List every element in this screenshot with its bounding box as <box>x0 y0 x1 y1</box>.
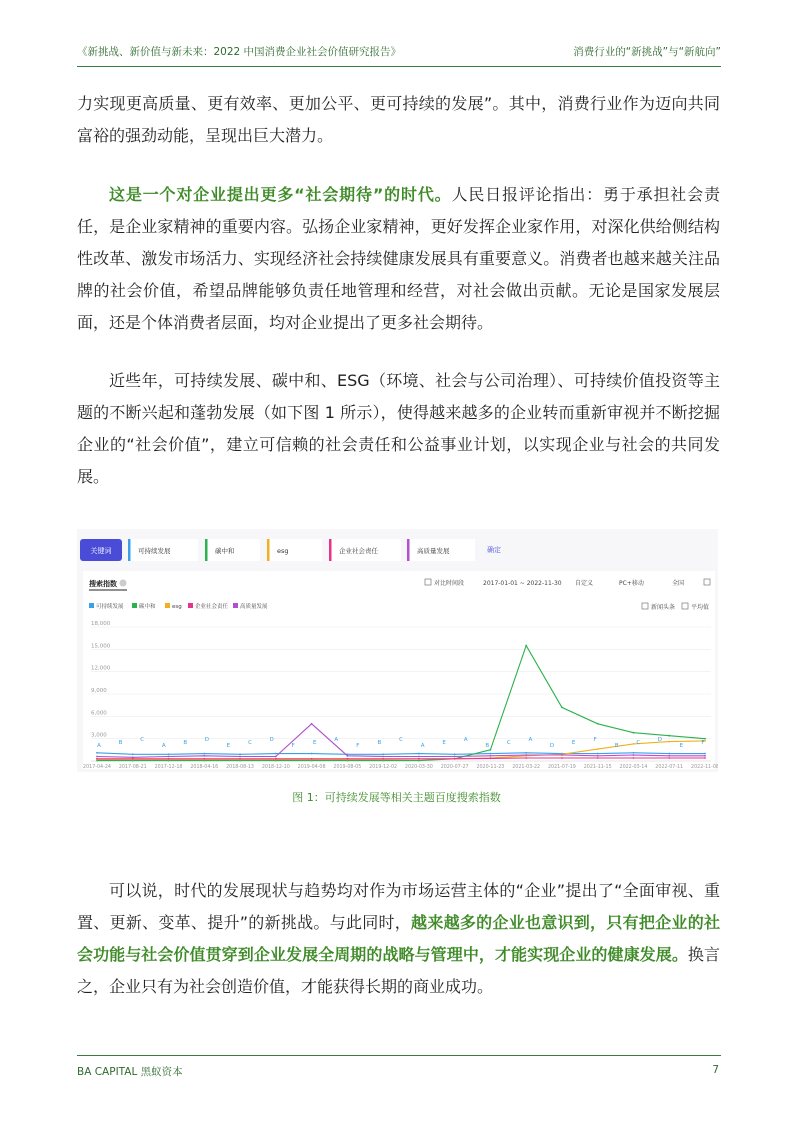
series-3-point-4 <box>239 758 241 760</box>
x-tick-label-13: 2021-07-19 <box>547 765 576 770</box>
y-tick-label-4: 15,000 <box>91 643 111 650</box>
series-3-point-2 <box>168 758 170 760</box>
confirm-button[interactable]: 确定 <box>487 546 501 554</box>
event-marker-23[interactable]: F <box>593 737 597 743</box>
series-0-point-3 <box>203 753 205 755</box>
keyword-chip-label-3: 企业社会责任 <box>339 547 378 555</box>
series-4-point-2 <box>168 756 170 758</box>
header-section-title: 消费行业的“新挑战”与“新航向” <box>573 46 721 58</box>
series-4-point-4 <box>239 756 241 758</box>
series-0-point-17 <box>704 753 706 755</box>
series-4-point-16 <box>668 755 670 757</box>
series-1-point-15 <box>633 732 635 734</box>
series-3-point-13 <box>561 757 563 759</box>
keyword-chip-2[interactable] <box>267 539 322 561</box>
paragraph-4-text-start: 可以说，时代的发展现状与趋势均对作为市场运营主体的“企业”提出了“全面审视、重置、更新、变革、提升”的新挑战。与此同时， <box>77 881 720 932</box>
series-0-point-6 <box>311 753 313 755</box>
event-marker-14[interactable]: C <box>399 737 403 743</box>
legend-label-1: 碳中和 <box>139 604 156 610</box>
legend-label-4: 高质量发展 <box>240 604 268 610</box>
x-tick-label-5: 2018-12-10 <box>261 765 290 770</box>
x-tick-label-4: 2018-08-13 <box>226 765 255 770</box>
keyword-chip-marker-3 <box>329 539 332 561</box>
series-0-point-10 <box>454 753 456 755</box>
paragraph-1-text: 力实现更高质量、更有效率、更加公平、更可持续的发展”。其中，消费行业作为迈向共同富裕的强劲动能，呈现出巨大潜力。 <box>77 94 720 145</box>
page-number: 7 <box>712 1064 719 1076</box>
event-marker-2[interactable]: C <box>140 737 145 743</box>
event-marker-24[interactable]: B <box>614 743 619 749</box>
event-marker-8[interactable]: D <box>269 737 274 743</box>
series-3-point-14 <box>597 757 599 759</box>
series-4-point-17 <box>704 755 706 757</box>
series-1-point-12 <box>525 645 527 647</box>
event-marker-17[interactable]: A <box>463 737 468 743</box>
x-tick-label-11: 2020-11-23 <box>476 765 505 770</box>
x-tick-label-10: 2020-07-27 <box>440 765 469 770</box>
series-4-point-13 <box>561 754 563 756</box>
legend-label-0: 可持续发展 <box>96 604 124 610</box>
series-4-point-10 <box>454 756 456 758</box>
event-marker-16[interactable]: E <box>442 740 446 746</box>
keyword-button-label: 关键词 <box>90 547 112 555</box>
x-tick-label-3: 2018-04-16 <box>190 765 219 770</box>
event-marker-28[interactable]: F <box>701 740 705 746</box>
paragraph-1 <box>77 88 720 152</box>
keyword-chip-marker-2 <box>267 539 270 561</box>
avg-label: 平均值 <box>691 604 710 611</box>
device-dropdown[interactable]: PC+移动 <box>619 580 644 587</box>
series-2-point-14 <box>597 748 599 750</box>
paragraph-4-text-end: 换言之，企业只有为社会创造价值，才能获得长期的商业成功。 <box>77 945 720 996</box>
x-tick-label-9: 2020-03-30 <box>404 765 433 770</box>
x-tick-label-14: 2021-11-15 <box>583 765 612 770</box>
x-tick-label-7: 2019-08-05 <box>333 765 362 770</box>
series-3-point-11 <box>490 757 492 759</box>
y-tick-label-0: 3,000 <box>91 732 107 739</box>
y-tick-label-5: 18,000 <box>91 621 111 627</box>
paragraph-3 <box>77 365 720 493</box>
series-0-point-2 <box>168 753 170 755</box>
series-4-point-6 <box>311 723 313 725</box>
x-tick-label-12: 2021-03-22 <box>512 765 541 770</box>
series-1-point-16 <box>668 735 670 737</box>
legend-swatch-1 <box>132 603 137 608</box>
series-0-point-9 <box>418 753 420 755</box>
keyword-chip-marker-1 <box>205 539 208 561</box>
custom-dropdown[interactable]: 自定义 <box>575 580 594 587</box>
legend-swatch-4 <box>233 603 238 608</box>
series-4-point-0 <box>96 756 98 758</box>
paragraph-2-highlight: 这是一个对企业提出更多“社会期待”的时代。 <box>109 185 452 204</box>
panel-title: 搜索指数 <box>89 580 117 588</box>
event-marker-22[interactable]: E <box>571 740 576 746</box>
series-4-point-7 <box>346 755 348 757</box>
keyword-chip-label-0: 可持续发展 <box>138 547 171 555</box>
event-marker-18[interactable]: B <box>485 743 490 749</box>
series-3-point-0 <box>96 758 98 760</box>
series-1-point-14 <box>597 723 599 725</box>
series-0-point-11 <box>490 753 492 755</box>
series-3-point-12 <box>525 757 527 759</box>
x-tick-label-2: 2017-12-18 <box>154 765 183 770</box>
search-index-chart <box>77 529 718 772</box>
series-3-point-15 <box>633 757 635 759</box>
series-4-point-5 <box>275 756 277 758</box>
y-tick-label-1: 6,000 <box>91 710 107 717</box>
x-tick-label-6: 2019-04-08 <box>297 765 326 770</box>
series-4-point-9 <box>418 756 420 758</box>
series-0-point-5 <box>275 753 277 755</box>
x-tick-label-15: 2022-03-14 <box>619 765 648 770</box>
series-4-point-15 <box>633 754 635 756</box>
series-4-point-14 <box>597 755 599 757</box>
event-marker-5[interactable]: D <box>204 737 209 743</box>
series-0-point-1 <box>132 753 134 755</box>
paragraph-3-text: 近些年，可持续发展、碳中和、ESG（环境、社会与公司治理）、可持续价值投资等主题的不断兴起和蓬勃发展（如下图 1 所示），使得越来越多的企业转而重新审视并不断挖掘企业的“社会价值”，建立可信赖的社会责任和公益事业计划，以实现企业与社会的共同发展。 <box>77 371 720 486</box>
event-marker-13[interactable]: B <box>377 740 382 746</box>
keyword-chip-label-1: 碳中和 <box>215 547 235 555</box>
keyword-chip-marker-0 <box>128 539 131 561</box>
event-marker-6[interactable]: E <box>226 743 231 749</box>
series-3-point-3 <box>203 758 205 760</box>
event-marker-26[interactable]: D <box>657 737 662 743</box>
x-tick-label-1: 2017-08-21 <box>118 765 147 770</box>
footer-divider <box>77 1055 721 1056</box>
event-marker-27[interactable]: E <box>679 743 684 749</box>
series-4-point-11 <box>490 755 492 757</box>
series-0-point-4 <box>239 753 241 755</box>
region-dropdown[interactable]: 全国 <box>672 580 685 587</box>
series-0-point-14 <box>597 753 599 755</box>
series-0-point-12 <box>525 752 527 754</box>
series-3-point-6 <box>311 758 313 760</box>
series-0-point-16 <box>668 753 670 755</box>
series-4-point-8 <box>382 756 384 758</box>
series-1-point-11 <box>490 749 492 751</box>
series-3-point-17 <box>704 757 706 759</box>
chart-legend <box>89 602 268 610</box>
series-0-point-8 <box>382 753 384 755</box>
help-icon[interactable] <box>120 580 127 587</box>
legend-label-3: 企业社会责任 <box>195 604 229 610</box>
event-marker-7[interactable]: C <box>248 740 252 746</box>
event-marker-0[interactable]: A <box>97 743 101 749</box>
series-4-point-1 <box>132 756 134 758</box>
paragraph-4-highlight: 越来越多的企业也意识到，只有把企业的社会功能与社会价值贯穿到企业发展全周期的战略与管理中，才能实现企业的健康发展。 <box>77 913 720 964</box>
series-3-point-5 <box>275 758 277 760</box>
footer-brand: BA CAPITAL 黑蚁资本 <box>77 1066 183 1078</box>
event-marker-3[interactable]: A <box>161 743 166 749</box>
event-marker-25[interactable]: C <box>636 740 641 746</box>
event-marker-4[interactable]: B <box>183 740 188 746</box>
keyword-chip-marker-4 <box>407 539 410 561</box>
series-4-point-3 <box>203 755 205 757</box>
event-marker-15[interactable]: A <box>420 743 425 749</box>
x-tick-label-17: 2022-11-08 <box>691 765 718 770</box>
legend-label-2: esg <box>172 604 182 610</box>
event-marker-21[interactable]: D <box>549 743 555 749</box>
keyword-chips <box>128 539 475 561</box>
y-tick-label-3: 12,000 <box>91 665 111 672</box>
legend-swatch-0 <box>89 603 94 608</box>
series-4-point-12 <box>525 754 527 756</box>
x-tick-label-16: 2022-07-11 <box>655 765 684 770</box>
event-marker-9[interactable]: F <box>291 743 295 749</box>
header-divider <box>77 66 721 67</box>
series-3-point-8 <box>382 758 384 760</box>
legend-swatch-3 <box>188 603 193 608</box>
news-label: 新闻头条 <box>651 604 676 611</box>
series-3-point-9 <box>418 758 420 760</box>
keyword-chip-label-2: esg <box>277 547 289 555</box>
figure-caption: 图 1：可持续发展等相关主题百度搜索指数 <box>292 791 501 804</box>
paragraph-4 <box>77 875 720 1003</box>
keyword-chip-label-4: 高质量发展 <box>417 547 450 555</box>
series-0-point-15 <box>633 752 635 754</box>
header-report-title: 《新挑战、新价值与新未来：2022 中国消费企业社会价值研究报告》 <box>77 46 402 58</box>
paragraph-2 <box>77 179 720 339</box>
event-marker-19[interactable]: C <box>506 740 511 746</box>
series-3-point-7 <box>346 758 348 760</box>
series-2-point-15 <box>633 743 635 745</box>
x-tick-label-8: 2019-12-02 <box>369 765 398 770</box>
event-marker-11[interactable]: A <box>334 737 339 743</box>
y-tick-label-2: 9,000 <box>91 688 107 694</box>
series-0-point-0 <box>96 752 98 754</box>
compare-label: 对比时间段 <box>434 580 465 587</box>
series-3-point-10 <box>454 758 456 760</box>
event-marker-12[interactable]: F <box>356 743 360 749</box>
series-3-point-16 <box>668 757 670 759</box>
event-marker-1[interactable]: B <box>118 740 123 746</box>
date-range[interactable]: 2017-01-01 ~ 2022-11-30 <box>483 580 562 587</box>
x-tick-label-0: 2017-04-24 <box>83 765 111 770</box>
series-2-point-16 <box>668 741 670 743</box>
search-index-chart-screenshot <box>77 529 718 772</box>
event-marker-20[interactable]: A <box>528 737 533 743</box>
series-1-point-13 <box>561 707 563 709</box>
event-marker-10[interactable]: E <box>312 740 317 746</box>
paragraph-2-text: 人民日报评论指出：勇于承担社会责任，是企业家精神的重要内容。弘扬企业家精神，更好发挥企业家作用，对深化供给侧结构性改革、激发市场活力、实现经济社会持续健康发展具有重要意义。消费者也越来越关注品牌的社会价值，希望品牌能够负责任地管理和经营，对社会做出贡献。无论是国家发展层面，还是个体消费者层面，均对企业提出了更多社会期待。 <box>77 185 720 332</box>
legend-swatch-2 <box>165 603 170 608</box>
